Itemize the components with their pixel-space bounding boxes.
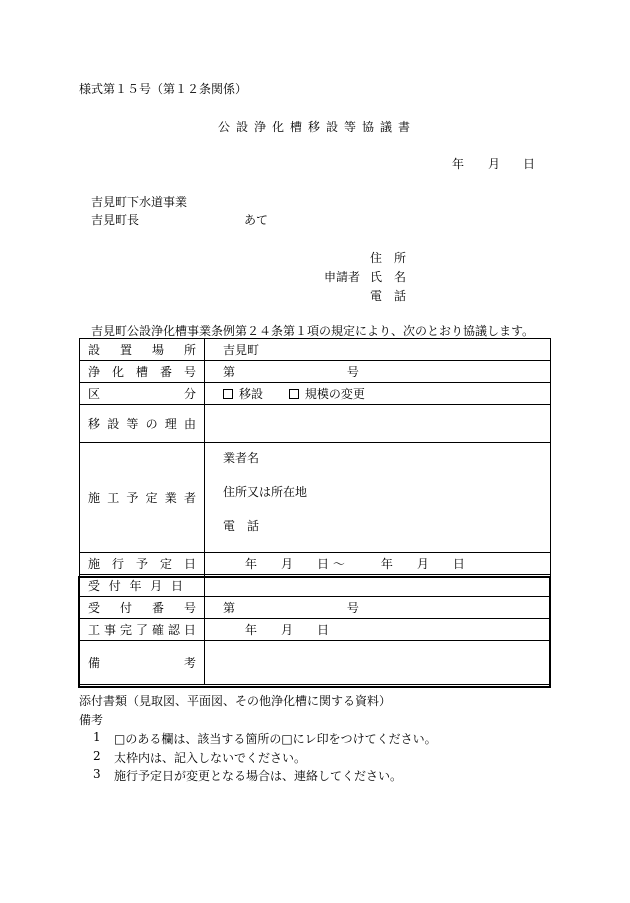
row-remarks <box>80 641 551 685</box>
page-title: 公設浄化槽移設等協議書 <box>218 120 417 134</box>
tank-number-suffix: 号 <box>346 365 359 379</box>
tank-number-prefix: 第 <box>223 365 236 379</box>
received-date-field <box>205 575 551 597</box>
row-tank-number <box>80 361 551 383</box>
completion-field <box>205 619 551 641</box>
tank-number-label: 浄 化 槽 番 号 <box>80 361 205 383</box>
addressee-name: 吉見町長 <box>91 213 140 227</box>
row-schedule <box>80 553 551 575</box>
remarks-label: 備 考 <box>80 641 205 685</box>
date-day-label: 日 <box>523 157 536 171</box>
reason-label: 移 設 等 の 理 由 <box>80 405 205 443</box>
applicant-name-label: 氏 名 <box>370 270 407 284</box>
remarks-field <box>205 641 551 685</box>
row-received-date <box>80 575 551 597</box>
form-number: 様式第１５号（第１２条関係） <box>79 82 248 96</box>
row-location <box>80 339 551 361</box>
received-number-prefix: 第 <box>223 601 236 615</box>
note-number: 1 <box>93 730 101 744</box>
note-number: 3 <box>93 767 101 781</box>
location-label <box>80 339 205 361</box>
note-text: 施行予定日が変更となる場合は、連絡してください。 <box>114 769 403 783</box>
reason-field[interactable] <box>205 405 551 443</box>
move-checkbox[interactable] <box>223 387 263 401</box>
schedule-label: 施 行 予 定 日 <box>80 553 205 575</box>
tank-number-field[interactable] <box>205 361 551 383</box>
row-reason <box>80 405 551 443</box>
scale-change-checkbox-box[interactable] <box>289 389 299 399</box>
notes-title: 備考 <box>79 713 104 727</box>
application-table <box>79 338 551 685</box>
scale-change-checkbox[interactable] <box>289 387 365 401</box>
row-contractor <box>80 443 551 553</box>
row-category <box>80 383 551 405</box>
contractor-field[interactable] <box>205 443 551 553</box>
applicant-address-label: 住 所 <box>370 251 407 265</box>
scale-change-option-label: 規模の変更 <box>304 387 365 401</box>
category-label: 区 分 <box>80 383 205 405</box>
note-text: □のある欄は、該当する箇所の□にレ印をつけてください。 <box>114 732 437 746</box>
statement-text: 吉見町公設浄化槽事業条例第２４条第１項の規定により、次のとおり協議します。 <box>91 324 535 338</box>
contractor-address-label: 住所又は所在地 <box>223 485 308 499</box>
completion-label: 工 事 完 了 確 認 日 <box>80 619 205 641</box>
applicant-phone-label: 電 話 <box>370 289 407 303</box>
date-year-label: 年 <box>452 157 465 171</box>
date-month-label: 月 <box>488 157 501 171</box>
addressee-org: 吉見町下水道事業 <box>91 195 188 209</box>
addressee-suffix: あて <box>244 213 269 227</box>
row-received-number <box>80 597 551 619</box>
contractor-label: 施 工 予 定 業 者 <box>80 443 205 553</box>
location-value: 吉見町 <box>223 343 260 357</box>
received-date-label: 受 付 年 月 日 <box>80 575 205 597</box>
contractor-phone-label: 電 話 <box>223 519 260 533</box>
applicant-label: 申請者 <box>324 270 361 284</box>
note-number: 2 <box>93 749 101 763</box>
location-field[interactable] <box>205 339 551 361</box>
schedule-value: 年 月 日 ～ 年 月 日 <box>245 557 465 571</box>
completion-value: 年 月 日 <box>245 623 330 637</box>
move-option-label: 移設 <box>239 387 264 401</box>
row-completion <box>80 619 551 641</box>
attachments-text: 添付書類（見取図、平面図、その他浄化槽に関する資料） <box>79 694 392 708</box>
category-field <box>205 383 551 405</box>
received-number-label: 受 付 番 号 <box>80 597 205 619</box>
received-number-suffix: 号 <box>346 601 359 615</box>
note-text: 太枠内は、記入しないでください。 <box>114 751 307 765</box>
received-number-field <box>205 597 551 619</box>
location-label-text: 設 置 場 所 <box>88 343 196 357</box>
contractor-name-label: 業者名 <box>223 451 260 465</box>
move-checkbox-box[interactable] <box>223 389 233 399</box>
schedule-field[interactable] <box>205 553 551 575</box>
